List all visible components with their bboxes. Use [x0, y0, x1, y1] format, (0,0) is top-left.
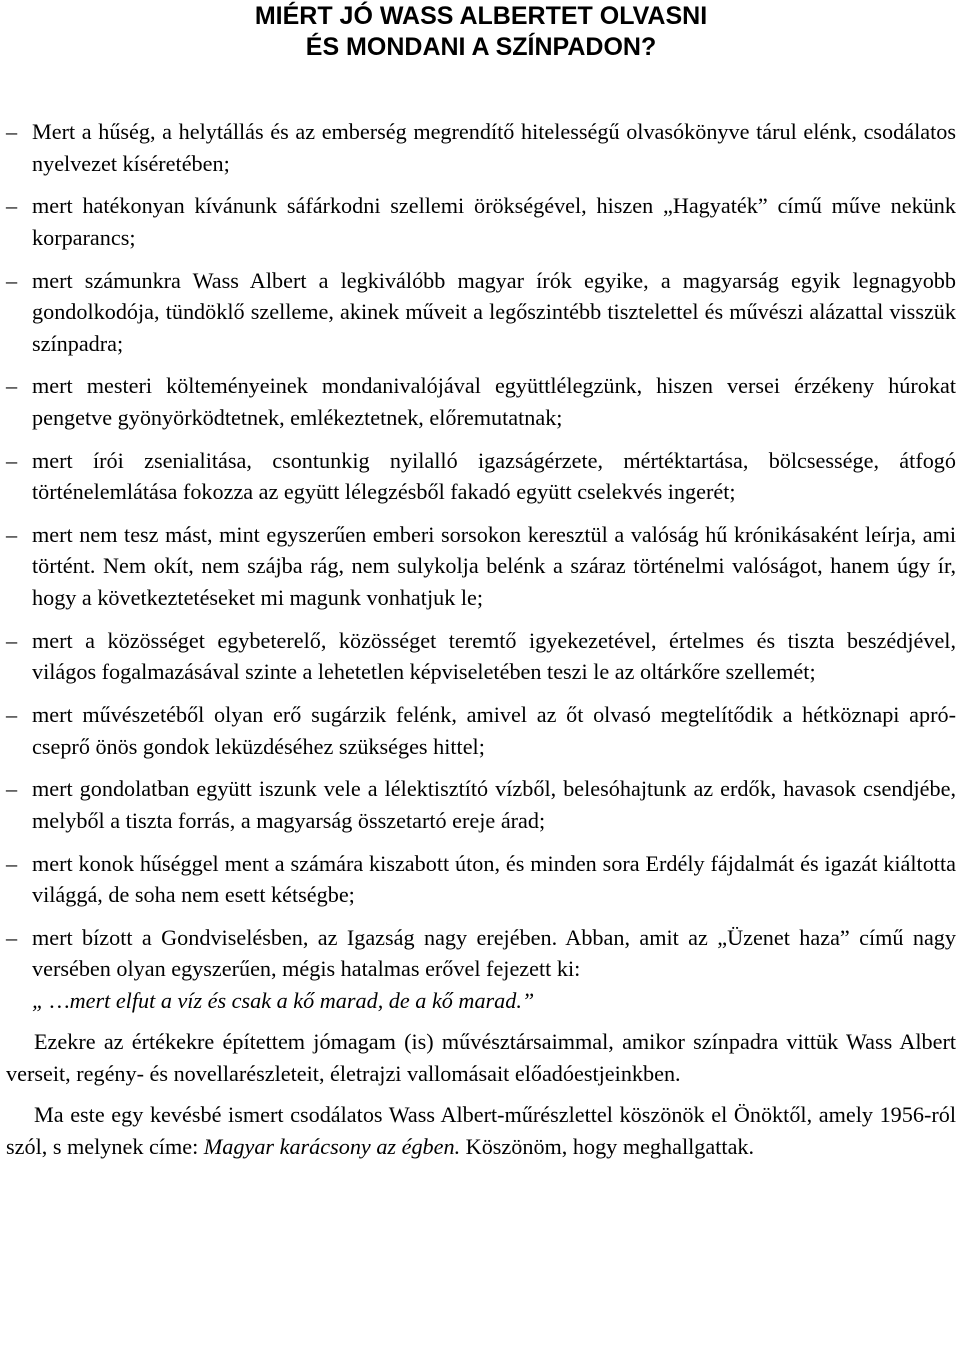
list-item-text: Mert a hűség, a helytállás és az emberség megrendítő hitelességű olvasókönyve tárul elénk, csodálatos nyelvezet kíséretében;	[32, 119, 956, 176]
list-item	[6, 625, 956, 688]
dash-marker: –	[6, 627, 18, 653]
list-item	[6, 773, 956, 836]
title-line-2: ÉS MONDANI A SZÍNPADON?	[305, 33, 657, 61]
list-item	[6, 370, 956, 433]
list-item-text: mert mesteri költeményeinek mondanivalójával együttlélegzünk, hiszen versei érzékeny húrokat pengetve gyönyörködtetnek, emlékeztetnek, előremutatnak;	[32, 373, 956, 430]
dash-marker: –	[6, 119, 18, 144]
list-item-text: mert nem tesz mást, mint egyszerűen emberi sorsokon keresztül a valóság hű krónikásaként leírja, ami történt. Nem okít, nem szájba rág, nem sulykolja belénk a száraz történelmi valóságot, hanem úgy ír, hogy a következtetéseket mi magunk vonhatjuk le;	[32, 521, 956, 610]
reasons-list	[6, 116, 956, 1016]
dash-marker: –	[6, 267, 18, 293]
list-item	[6, 445, 956, 508]
dash-marker: –	[6, 850, 18, 876]
list-item	[6, 265, 956, 360]
list-item	[6, 116, 956, 179]
list-item-text: mert konok hűséggel ment a számára kiszabott úton, és minden sora Erdély fájdalmát és igazát kiáltotta világgá, de soha nem esett kétségbe;	[32, 850, 956, 908]
list-item-text: mert írói zsenialitása, csontunkig nyilalló igazságérzete, mértéktartása, bölcsessége, átfogó történelemlátása fokozza az együtt lélegzésből fakadó együtt cselekvés ingerét;	[32, 447, 956, 505]
list-item	[6, 519, 956, 614]
work-title: Magyar karácsony az égben.	[203, 1133, 461, 1159]
list-item	[6, 922, 956, 1017]
dash-marker: –	[6, 447, 18, 473]
list-item	[6, 848, 956, 911]
closing-paragraph-1: Ezekre az értékekre építettem jómagam (is) művésztársaimmal, amikor színpadra vittük Wass Albert verseit, regény- és novellarészleteit, életrajzi vallomásait előadóestjeinkben.	[6, 1029, 956, 1086]
list-item-text: mert bízott a Gondviselésben, az Igazság nagy erejében. Abban, amit az „Üzenet haza” című nagy versében olyan egyszerűen, mégis hatalmas erővel fejezett ki:	[32, 924, 956, 982]
dash-marker: –	[6, 521, 18, 547]
list-item-text: mert gondolatban együtt iszunk vele a lélektisztító vízből, belesóhajtunk az erdők, havasok csendjébe, melyből a tiszta forrás, a magyarság összetartó ereje árad;	[32, 776, 956, 833]
list-item-text: mert hatékonyan kívánunk sáfárkodni szellemi örökségével, hiszen „Hagyaték” című műve nekünk korparancs;	[32, 193, 956, 250]
list-item-text: mert művészetéből olyan erő sugárzik felénk, amivel az őt olvasó megtelítődik a hétköznapi apró-cseprő önös gondok leküzdéséhez szükséges hittel;	[32, 702, 956, 759]
paragraph-text: Köszönöm, hogy meghallgattak.	[460, 1133, 755, 1159]
page-title	[6, 0, 956, 63]
dash-marker: –	[6, 193, 18, 219]
list-item-text: mert számunkra Wass Albert a legkiválóbb magyar írók egyike, a magyarság egyik legnagyobb gondolkodója, tündöklő szelleme, akinek műveit a legőszintébb tisztelettel és művészi alázattal visszük színpadra;	[32, 267, 956, 356]
dash-marker: –	[6, 373, 18, 399]
dash-marker: –	[6, 776, 18, 802]
title-line-1: MIÉRT JÓ WASS ALBERTET OLVASNI	[254, 2, 708, 30]
closing-paragraph-2	[6, 1099, 956, 1162]
dash-marker: –	[6, 702, 18, 728]
paragraph-text: Ma este egy kevésbé ismert csodálatos Wass Albert-műrészlettel köszönök el Önöktől, amely 1956-ról szól, s melynek címe:	[6, 1102, 956, 1159]
dash-marker: –	[6, 924, 18, 950]
poem-quote: „ …mert elfut a víz és csak a kő marad, de a kő marad.”	[32, 987, 535, 1013]
list-item	[6, 190, 956, 253]
list-item-text: mert a közösséget egybeterelő, közösséget teremtő igyekezetével, értelmes és tiszta beszédjével, világos fogalmazásával szinte a lehetetlen képviseletében teszi le az oltárkőre szellemét;	[32, 627, 956, 685]
list-item	[6, 699, 956, 762]
